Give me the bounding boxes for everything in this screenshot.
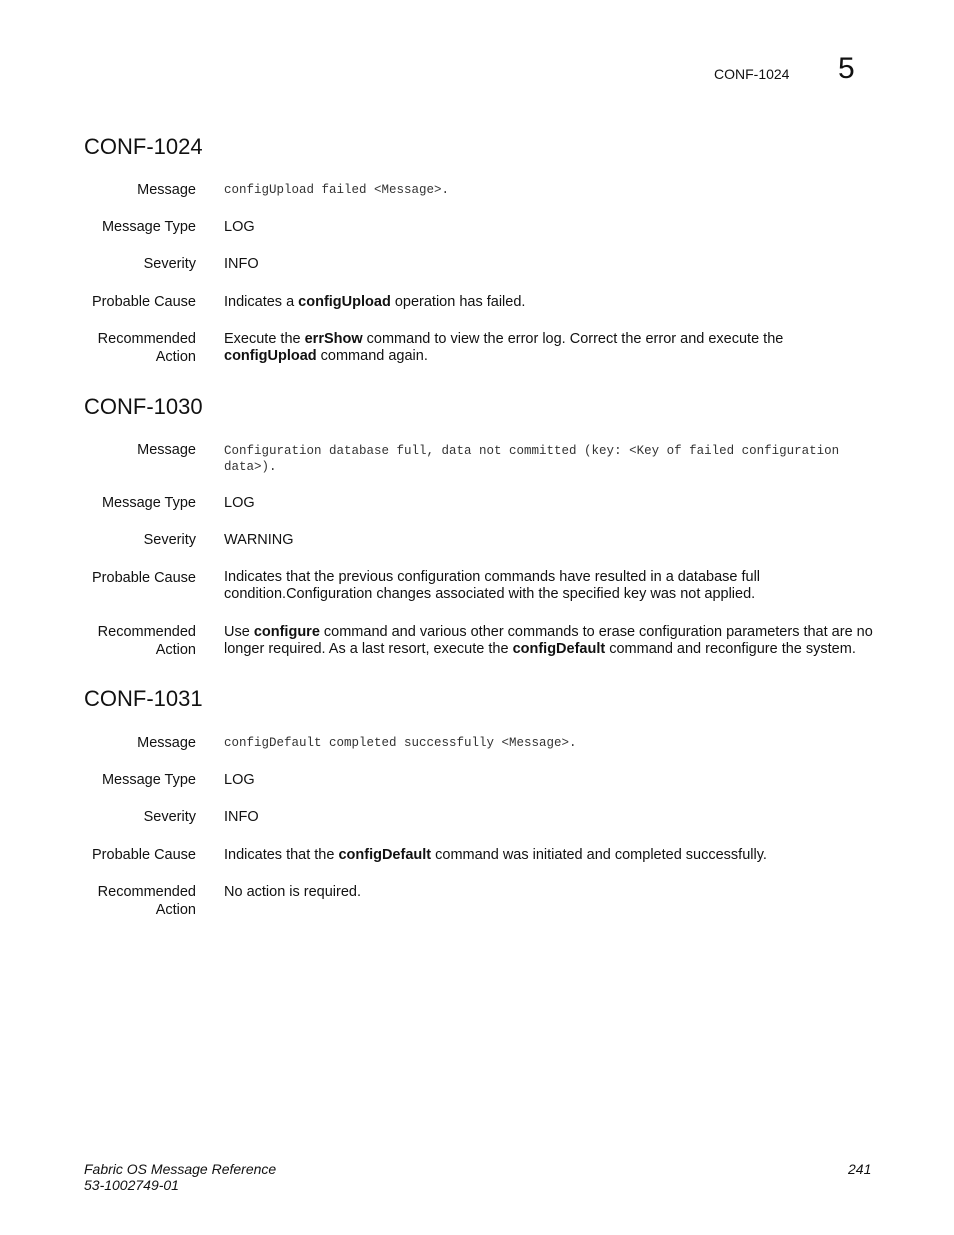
entry-title-conf-1031: CONF-1031 <box>84 686 203 711</box>
severity-label: Severity <box>143 809 196 825</box>
message-type-label: Message Type <box>101 219 196 235</box>
message-label: Message <box>137 735 196 751</box>
message-label: Message <box>137 442 196 458</box>
probable-cause-label: Probable Cause <box>92 294 196 310</box>
message-type-value: LOG <box>224 495 255 511</box>
probable-cause-label: Probable Cause <box>92 570 196 586</box>
probable-cause-label: Probable Cause <box>92 847 196 863</box>
recommended-action-label: Recommended Action <box>97 884 196 918</box>
recommended-action-label: Recommended Action <box>97 624 196 658</box>
message-type-label: Message Type <box>101 772 196 788</box>
severity-value: INFO <box>224 809 259 825</box>
message-value: configUpload failed <Message>. <box>224 183 450 197</box>
entry-title-conf-1030: CONF-1030 <box>84 394 203 419</box>
probable-cause-value: Indicates a configUpload operation has failed. <box>224 294 526 310</box>
chapter-number: 5 <box>838 52 855 85</box>
severity-value: WARNING <box>224 532 294 548</box>
probable-cause-value: Indicates that the configDefault command was initiated and completed successfully. <box>224 847 767 863</box>
running-header-title: CONF-1024 <box>714 66 790 82</box>
footer-doc-title: Fabric OS Message Reference <box>84 1161 277 1177</box>
footer-doc-info <box>84 1161 276 1193</box>
footer-page-number: 241 <box>848 1161 872 1177</box>
footer-doc-number: 53-1002749-01 <box>84 1177 179 1193</box>
message-label: Message <box>137 182 196 198</box>
message-type-value: LOG <box>224 772 255 788</box>
probable-cause-value: Indicates that the previous configuration commands have resulted in a database full condition.Configuration changes associated with the specified key was not applied. <box>224 569 761 602</box>
severity-label: Severity <box>143 532 196 548</box>
entry-title-conf-1024: CONF-1024 <box>84 134 203 159</box>
message-type-value: LOG <box>224 219 255 235</box>
recommended-action-value: Use configure command and various other commands to erase configuration parameters that are no longer required. As a last resort, execute the configDefault command and reconfigure the system. <box>224 624 873 657</box>
message-value: configDefault completed successfully <Message>. <box>224 736 577 750</box>
recommended-action-label: Recommended Action <box>97 331 196 365</box>
message-value: Configuration database full, data not committed (key: <Key of failed configuration data>). <box>224 444 840 474</box>
message-type-label: Message Type <box>101 495 196 511</box>
severity-value: INFO <box>224 256 259 272</box>
recommended-action-value: No action is required. <box>224 884 362 900</box>
recommended-action-value: Execute the errShow command to view the error log. Correct the error and execute the configUpload command again. <box>224 331 784 364</box>
severity-label: Severity <box>143 256 196 272</box>
